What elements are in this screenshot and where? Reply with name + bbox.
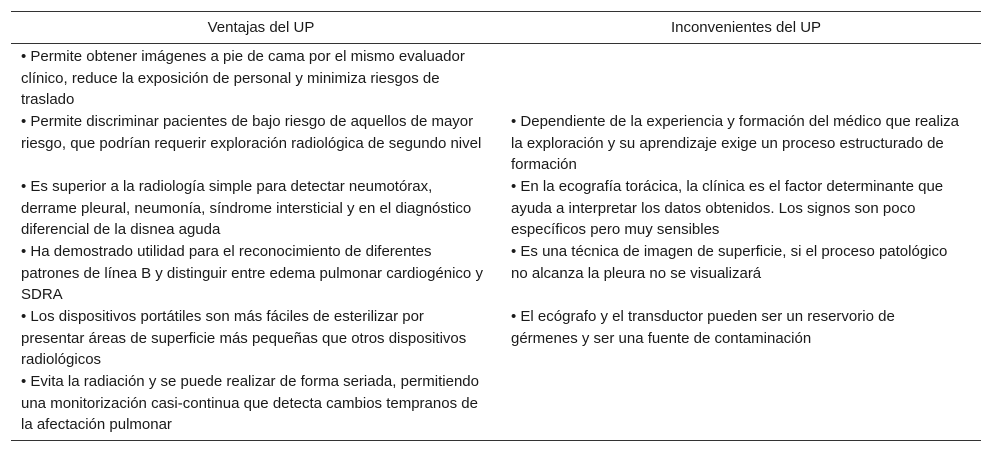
header-disadvantages: Inconvenientes del UP [670,19,822,36]
disadvantage-item: • Es una técnica de imagen de superficie, si el proceso patológico no alcanza la pleura no se visualizará [511,243,948,282]
advantages-cell [11,44,511,440]
disadvantages-cell [511,44,981,440]
advantage-item: • Permite discriminar pacientes de bajo riesgo de aquellos de mayor riesgo, que podrían requerir exploración radiológica de segundo nivel [21,113,482,152]
advantage-item: • Permite obtener imágenes a pie de cama por el mismo evaluador clínico, reduce la exposición de personal y minimiza riesgos de traslado [21,48,465,109]
table-header-row [11,11,981,44]
table-body-row [11,44,981,441]
disadvantage-item: • En la ecografía torácica, la clínica es el factor determinante que ayuda a interpretar los datos obtenidos. Los signos son poco específicos pero muy sensibles [511,178,944,239]
disadvantage-item: • Dependiente de la experiencia y formación del médico que realiza la exploración y su aprendizaje exige un proceso estructurado de formación [511,113,960,174]
advantage-item: • Evita la radiación y se puede realizar de forma seriada, permitiendo una monitorización casi-continua que detecta cambios tempranos de la afectación pulmonar [21,373,479,434]
disadvantage-item: • El ecógrafo y el transductor pueden ser un reservorio de gérmenes y ser una fuente de contaminación [511,308,895,347]
advantage-item: • Los dispositivos portátiles son más fáciles de esterilizar por presentar áreas de superficie más pequeñas que otros dispositivos radiológicos [21,308,467,369]
header-advantages: Ventajas del UP [207,19,315,36]
advantage-item: • Es superior a la radiología simple para detectar neumotórax, derrame pleural, neumonía, síndrome intersticial y en el diagnóstico diferencial de la disnea aguda [21,178,472,239]
advantage-item: • Ha demostrado utilidad para el reconocimiento de diferentes patrones de línea B y distinguir entre edema pulmonar cardiogénico y SDRA [21,243,483,304]
comparison-table [11,11,981,441]
